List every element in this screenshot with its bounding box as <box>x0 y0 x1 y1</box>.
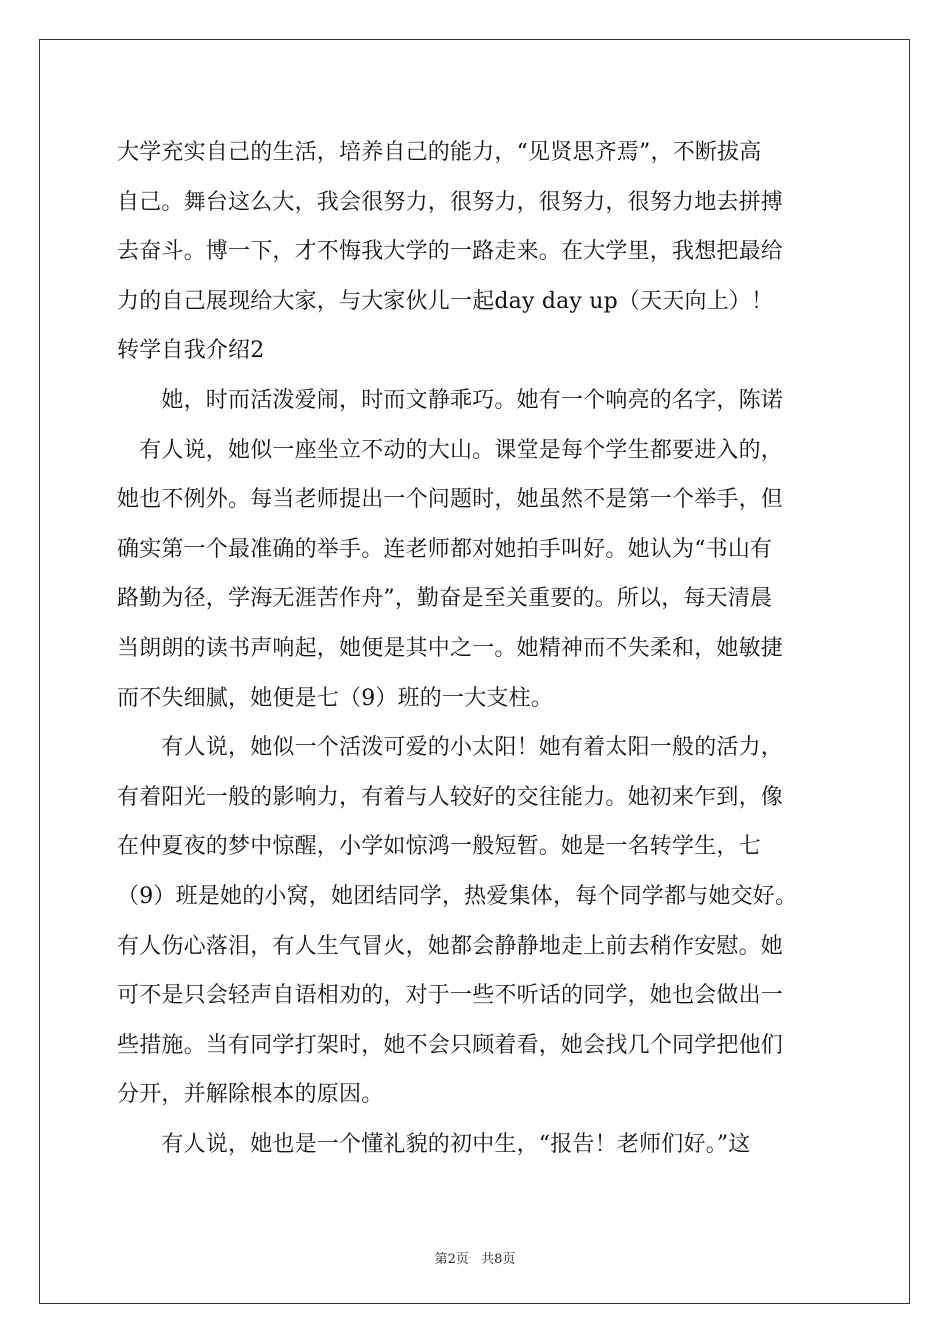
text-line: 有人说，她似一个活泼可爱的小太阳！她有着太阳一般的活力， <box>117 735 784 761</box>
text-line: 确实第一个最准确的举手。连老师都对她拍手叫好。她认为“书山有 <box>117 536 773 562</box>
text-line: 有人伤心落泪，有人生气冒火，她都会静静地走上前去稍作安慰。她 <box>117 933 784 959</box>
text-line: 有人说，她似一座坐立不动的大山。课堂是每个学生都要进入的， <box>117 437 784 463</box>
section-heading: 转学自我介绍2 <box>117 338 265 364</box>
text-line: 些措施。当有同学打架时，她不会只顾着看，她会找几个同学把他们 <box>117 1032 784 1058</box>
text-line: 路勤为径，学海无涯苦作舟”，勤奋是至关重要的。所以，每天清晨 <box>117 586 773 612</box>
text-line: 力的自己展现给大家，与大家伙儿一起day day up（天天向上）！ <box>117 288 774 314</box>
document-body <box>117 128 837 1169</box>
page-total: 共8页 <box>481 1252 516 1267</box>
page-footer <box>0 1248 950 1267</box>
text-line: 在仲夏夜的梦中惊醒，小学如惊鸿一般短暂。她是一名转学生，七 <box>117 834 761 860</box>
text-line: 她也不例外。每当老师提出一个问题时，她虽然不是第一个举手，但 <box>117 487 784 513</box>
text-line: 自己。舞台这么大，我会很努力，很努力，很努力，很努力地去拼搏 <box>117 189 784 215</box>
text-line: 有着阳光一般的影响力，有着与人较好的交往能力。她初来乍到，像 <box>117 784 784 810</box>
text-line: 当朗朗的读书声响起，她便是其中之一。她精神而不失柔和，她敏捷 <box>117 635 784 661</box>
text-line: 大学充实自己的生活，培养自己的能力，“见贤思齐焉”，不断拔高 <box>117 140 762 165</box>
text-line: 而不失细腻，她便是七（9）班的一大支柱。 <box>117 685 553 711</box>
text-line: 她，时而活泼爱闹，时而文静乖巧。她有一个响亮的名字，陈诺 <box>117 387 784 413</box>
text-line: 去奋斗。博一下，才不悔我大学的一路走来。在大学里，我想把最给 <box>117 239 784 265</box>
text-line: 分开，并解除根本的原因。 <box>117 1082 384 1108</box>
text-line: （9）班是她的小窝，她团结同学，热爱集体，每个同学都与她交好。 <box>117 883 798 909</box>
text-line: 可不是只会轻声自语相劝的，对于一些不听话的同学，她也会做出一 <box>117 983 784 1009</box>
text-line: 有人说，她也是一个懂礼貌的初中生，“报告！老师们好。”这 <box>117 1131 751 1157</box>
page-number: 第2页 <box>434 1252 469 1267</box>
